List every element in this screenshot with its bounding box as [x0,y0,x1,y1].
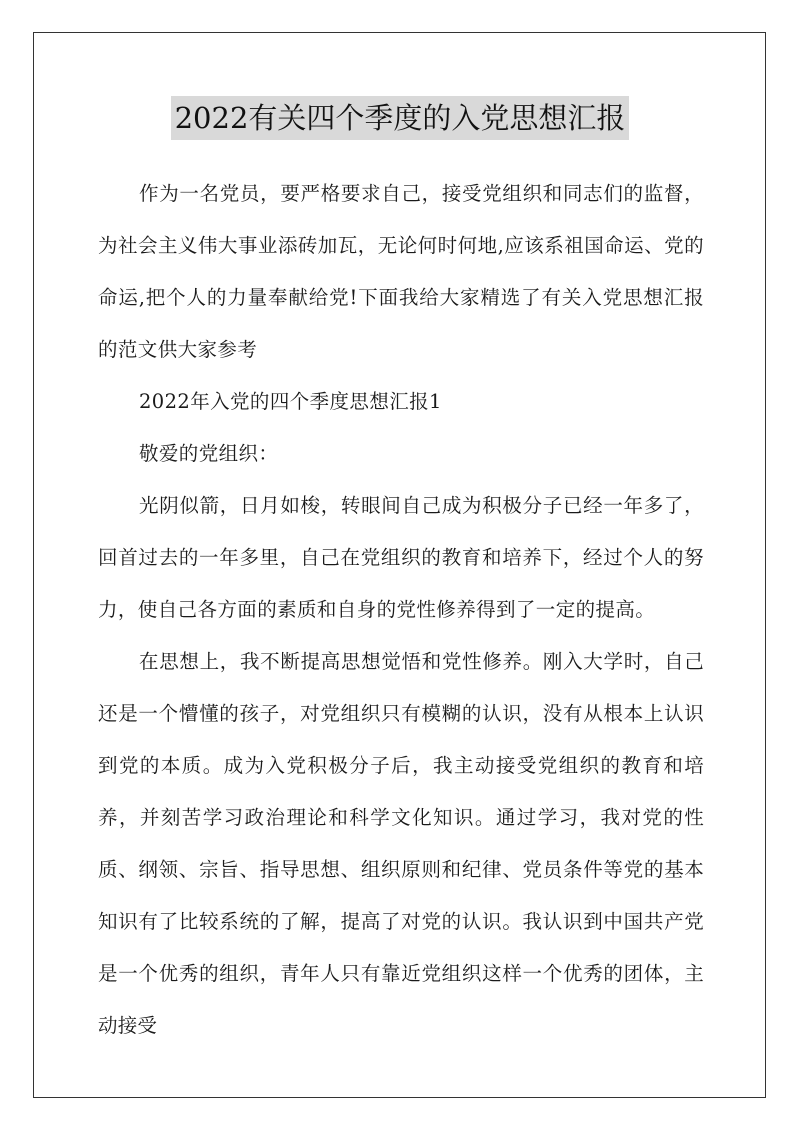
intro-paragraph: 作为一名党员，要严格要求自己，接受党组织和同志们的监督，为社会主义伟大事业添砖加瓦，无论何时何地,应该系祖国命运、党的命运,把个人的力量奉献给党!下面我给大家精选了有关入党思想汇报的范文供大家参考 [98,182,704,361]
body-paragraph-1: 光阴似箭，日月如梭，转眼间自己成为积极分子已经一年多了，回首过去的一年多里，自己在党组织的教育和培养下，经过个人的努力，使自己各方面的素质和自身的党性修养得到了一定的提高。 [98,494,704,621]
document-body [98,168,704,1052]
section-heading: 2022年入党的四个季度思想汇报1 [139,390,442,413]
body-paragraph-2: 在思想上，我不断提高思想觉悟和党性修养。刚入大学时，自己还是一个懵懂的孩子，对党组织只有模糊的认识，没有从根本上认识到党的本质。成为入党积极分子后，我主动接受党组织的教育和培养，并刻苦学习政治理论和科学文化知识。通过学习，我对党的性质、纲领、宗旨、指导思想、组织原则和纪律、党员条件等党的基本知识有了比较系统的了解，提高了对党的认识。我认识到中国共产党是一个优秀的组织，青年人只有靠近党组织这样一个优秀的团体，主动接受 [98,650,704,1037]
document-title: 2022有关四个季度的入党思想汇报 [171,96,630,140]
salutation: 敬爱的党组织： [139,442,279,465]
title-container [0,96,800,140]
